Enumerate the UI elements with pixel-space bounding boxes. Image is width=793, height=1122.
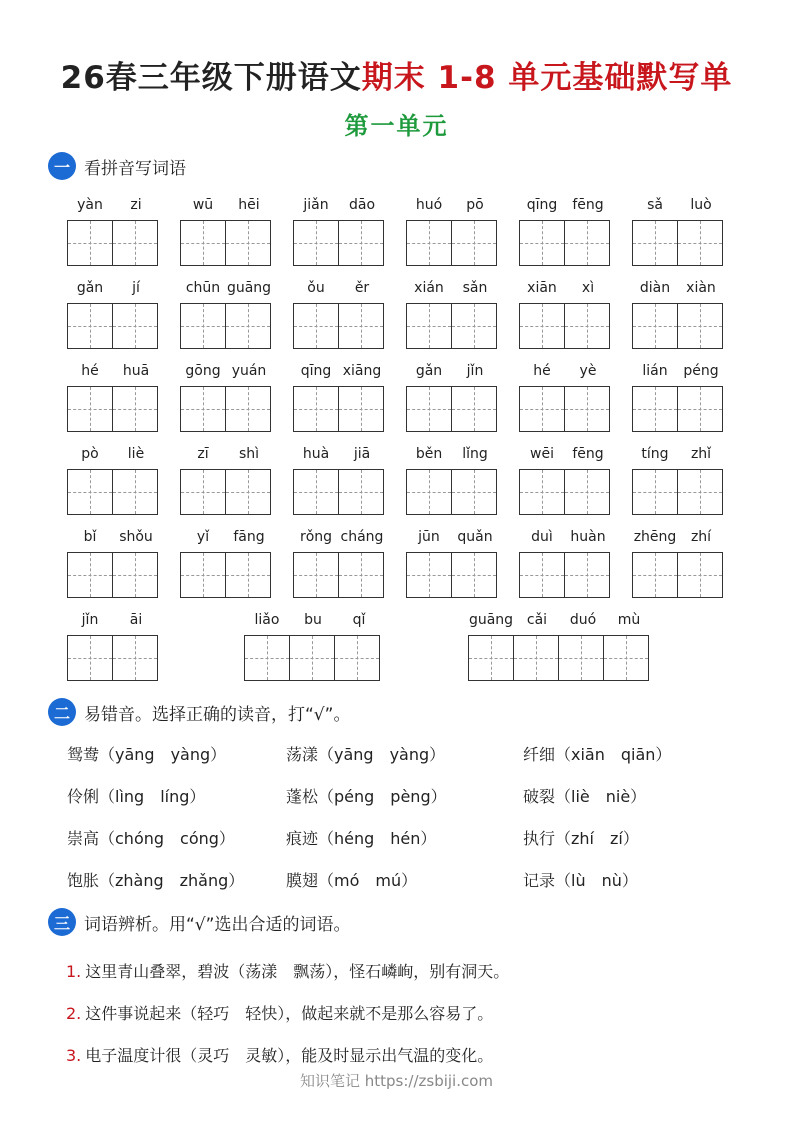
writing-boxes [406, 552, 497, 598]
writing-boxes [67, 220, 158, 266]
tianzige-box[interactable] [338, 552, 384, 598]
tianzige-box[interactable] [406, 303, 452, 349]
pinyin-syllable: xiāng [342, 363, 382, 379]
writing-boxes [632, 303, 723, 349]
tianzige-box[interactable] [225, 386, 271, 432]
pinyin-syllable: bǐ [83, 529, 97, 545]
tianzige-box[interactable] [180, 469, 226, 515]
pinyin-syllable: cháng [340, 529, 384, 545]
pinyin-syllable: zī [197, 446, 209, 462]
tianzige-box[interactable] [293, 220, 339, 266]
tianzige-box[interactable] [564, 220, 610, 266]
section-1-number-badge: 一 [48, 152, 76, 180]
pinyin-syllable: yuán [231, 363, 267, 379]
pinyin-syllable: pò [81, 446, 99, 462]
tianzige-box[interactable] [513, 635, 559, 681]
tianzige-box[interactable] [406, 552, 452, 598]
tianzige-box[interactable] [244, 635, 290, 681]
sentence-text: 这里青山叠翠，碧波（荡漾 飘荡），怪石嶙峋，别有洞天。 [85, 962, 510, 981]
pronunciation-item[interactable]: 痕迹（héng hén） [286, 829, 437, 848]
tianzige-box[interactable] [406, 386, 452, 432]
pinyin-syllable: pō [466, 197, 484, 213]
tianzige-box[interactable] [180, 386, 226, 432]
tianzige-box[interactable] [180, 303, 226, 349]
pinyin-syllable: ěr [354, 280, 370, 296]
tianzige-box[interactable] [67, 303, 113, 349]
pronunciation-item[interactable]: 蓬松（péng pèng） [286, 787, 447, 806]
pinyin-syllable: huā [122, 363, 150, 379]
pinyin-syllable: shì [238, 446, 260, 462]
pinyin-syllable: lián [642, 363, 668, 379]
tianzige-box[interactable] [112, 220, 158, 266]
tianzige-box[interactable] [225, 469, 271, 515]
tianzige-box[interactable] [112, 469, 158, 515]
tianzige-box[interactable] [334, 635, 380, 681]
writing-boxes [519, 220, 610, 266]
pinyin-syllable: wēi [530, 446, 554, 462]
tianzige-box[interactable] [112, 386, 158, 432]
tianzige-box[interactable] [180, 552, 226, 598]
pinyin-syllable: jiā [353, 446, 371, 462]
tianzige-box[interactable] [564, 303, 610, 349]
writing-boxes [519, 303, 610, 349]
sentence-item [66, 959, 509, 982]
tianzige-box[interactable] [519, 386, 565, 432]
writing-boxes [632, 220, 723, 266]
pinyin-syllable: péng [683, 363, 719, 379]
sentence-item [66, 1001, 493, 1024]
pinyin-syllable: xián [414, 280, 444, 296]
pinyin-syllable: qīng [300, 363, 332, 379]
tianzige-box[interactable] [289, 635, 335, 681]
tianzige-box[interactable] [112, 303, 158, 349]
writing-boxes [67, 552, 158, 598]
section-1-header [48, 151, 186, 181]
tianzige-box[interactable] [632, 469, 678, 515]
tianzige-box[interactable] [180, 220, 226, 266]
pinyin-syllable: yè [579, 363, 597, 379]
pinyin-syllable: hēi [238, 197, 260, 213]
writing-boxes [519, 386, 610, 432]
writing-boxes [519, 469, 610, 515]
writing-boxes [468, 635, 649, 681]
tianzige-box[interactable] [406, 220, 452, 266]
pinyin-syllable: gǎn [76, 280, 104, 296]
tianzige-box[interactable] [451, 220, 497, 266]
tianzige-box[interactable] [338, 220, 384, 266]
pinyin-syllable: bu [304, 612, 322, 628]
tianzige-box[interactable] [293, 469, 339, 515]
pinyin-syllable: luò [690, 197, 712, 213]
title-black: 26春三年级下册语文 [60, 60, 362, 96]
footer-watermark: 知识笔记 https://zsbiji.com [299, 1072, 494, 1090]
pinyin-syllable: jiǎn [303, 197, 329, 213]
pinyin-syllable: huó [415, 197, 443, 213]
tianzige-box[interactable] [632, 552, 678, 598]
pronunciation-item[interactable]: 崇高（chóng cóng） [67, 829, 235, 848]
tianzige-box[interactable] [677, 469, 723, 515]
pinyin-syllable: mù [617, 612, 641, 628]
tianzige-box[interactable] [519, 469, 565, 515]
writing-boxes [406, 220, 497, 266]
tianzige-box[interactable] [677, 386, 723, 432]
pinyin-syllable: shǒu [119, 529, 153, 545]
tianzige-box[interactable] [112, 635, 158, 681]
grid-row [0, 529, 793, 611]
writing-boxes [406, 303, 497, 349]
writing-boxes [632, 552, 723, 598]
pronunciation-item[interactable]: 伶俐（lìng líng） [67, 787, 206, 806]
tianzige-box[interactable] [451, 386, 497, 432]
title-red: 期末 1-8 单元基础默写单 [361, 60, 733, 96]
pronunciation-item[interactable]: 纤细（xiān qiān） [523, 745, 672, 764]
sentence-text: 这件事说起来（轻巧 轻快），做起来就不是那么容易了。 [85, 1004, 494, 1023]
pinyin-syllable: diàn [639, 280, 671, 296]
tianzige-box[interactable] [225, 552, 271, 598]
tianzige-box[interactable] [677, 220, 723, 266]
pronunciation-item[interactable]: 记录（lù nù） [523, 871, 638, 890]
sentence-number: 2. [66, 1004, 82, 1023]
pinyin-syllable: liǎo [254, 612, 280, 628]
pronunciation-item[interactable]: 破裂（liè niè） [523, 787, 647, 806]
tianzige-box[interactable] [225, 220, 271, 266]
tianzige-box[interactable] [67, 469, 113, 515]
tianzige-box[interactable] [338, 386, 384, 432]
tianzige-box[interactable] [451, 469, 497, 515]
tianzige-box[interactable] [293, 386, 339, 432]
pinyin-syllable: yàn [77, 197, 103, 213]
section-2-number-badge: 二 [48, 698, 76, 726]
pinyin-syllable: jǐn [81, 612, 99, 628]
tianzige-box[interactable] [338, 303, 384, 349]
tianzige-box[interactable] [564, 469, 610, 515]
sentence-number: 3. [66, 1046, 82, 1065]
pinyin-syllable: yǐ [196, 529, 210, 545]
tianzige-box[interactable] [519, 303, 565, 349]
tianzige-box[interactable] [67, 220, 113, 266]
writing-boxes [632, 386, 723, 432]
pinyin-syllable: guāng [226, 280, 272, 296]
tianzige-box[interactable] [632, 386, 678, 432]
writing-boxes [180, 552, 271, 598]
tianzige-box[interactable] [112, 552, 158, 598]
pinyin-syllable: fēng [572, 197, 604, 213]
section-1-title: 看拼音写词语 [84, 158, 186, 179]
pinyin-syllable: jí [132, 280, 140, 296]
pinyin-syllable: fāng [233, 529, 265, 545]
writing-boxes [293, 303, 384, 349]
tianzige-box[interactable] [225, 303, 271, 349]
writing-boxes [244, 635, 380, 681]
tianzige-box[interactable] [451, 552, 497, 598]
pinyin-syllable: rǒng [299, 529, 333, 545]
pinyin-syllable: zhēng [633, 529, 677, 545]
sentence-text: 电子温度计很（灵巧 灵敏），能及时显示出气温的变化。 [85, 1046, 494, 1065]
tianzige-box[interactable] [564, 552, 610, 598]
writing-boxes [180, 220, 271, 266]
pinyin-syllable: gǎn [415, 363, 443, 379]
tianzige-box[interactable] [67, 635, 113, 681]
pinyin-syllable: wū [192, 197, 214, 213]
pinyin-syllable: qǐ [352, 612, 366, 628]
tianzige-box[interactable] [519, 552, 565, 598]
pinyin-syllable: tíng [641, 446, 669, 462]
writing-boxes [67, 303, 158, 349]
grid-row [0, 280, 793, 362]
section-2-title: 易错音。选择正确的读音，打“√”。 [84, 704, 351, 725]
writing-boxes [293, 386, 384, 432]
pinyin-syllable: duì [531, 529, 553, 545]
writing-boxes [180, 303, 271, 349]
page-subtitle: 第一单元 [344, 112, 449, 140]
pinyin-syllable: xiān [527, 280, 557, 296]
pronunciation-item[interactable]: 鸳鸯（yāng yàng） [67, 745, 227, 764]
writing-boxes [67, 469, 158, 515]
grid-row [0, 197, 793, 279]
pinyin-syllable: zhí [690, 529, 712, 545]
pinyin-syllable: cǎi [526, 612, 548, 628]
writing-boxes [519, 552, 610, 598]
tianzige-box[interactable] [558, 635, 604, 681]
pronunciation-item[interactable]: 饱胀（zhàng zhǎng） [67, 871, 245, 890]
pinyin-syllable: qīng [526, 197, 558, 213]
writing-boxes [180, 386, 271, 432]
pinyin-syllable: chūn [185, 280, 221, 296]
tianzige-box[interactable] [677, 303, 723, 349]
grid-row [0, 446, 793, 528]
pinyin-syllable: xiàn [686, 280, 716, 296]
pinyin-syllable: jǐn [466, 363, 484, 379]
tianzige-box[interactable] [67, 552, 113, 598]
pinyin-syllable: lǐng [462, 446, 488, 462]
pinyin-syllable: jūn [418, 529, 440, 545]
pinyin-syllable: fēng [572, 446, 604, 462]
writing-boxes [406, 386, 497, 432]
section-2-header [48, 697, 350, 727]
writing-boxes [293, 469, 384, 515]
tianzige-box[interactable] [293, 552, 339, 598]
sentence-item [66, 1043, 493, 1066]
pinyin-syllable: duó [569, 612, 597, 628]
section-3-title: 词语辨析。用“√”选出合适的词语。 [84, 914, 351, 935]
pinyin-syllable: dāo [348, 197, 376, 213]
pinyin-syllable: gōng [185, 363, 221, 379]
tianzige-box[interactable] [603, 635, 649, 681]
sentence-number: 1. [66, 962, 82, 981]
tianzige-box[interactable] [519, 220, 565, 266]
pronunciation-item[interactable]: 荡漾（yāng yàng） [286, 745, 446, 764]
pinyin-syllable: hé [81, 363, 99, 379]
tianzige-box[interactable] [677, 552, 723, 598]
pinyin-syllable: guāng [468, 612, 514, 628]
pinyin-syllable: xì [581, 280, 595, 296]
tianzige-box[interactable] [632, 303, 678, 349]
tianzige-box[interactable] [293, 303, 339, 349]
pinyin-syllable: ǒu [307, 280, 325, 296]
tianzige-box[interactable] [67, 386, 113, 432]
writing-boxes [67, 386, 158, 432]
pinyin-syllable: huà [302, 446, 330, 462]
page-title [0, 52, 793, 97]
pronunciation-item[interactable]: 执行（zhí zí） [523, 829, 639, 848]
grid-row [0, 612, 793, 694]
tianzige-box[interactable] [451, 303, 497, 349]
tianzige-box[interactable] [564, 386, 610, 432]
section-3-number-badge: 三 [48, 908, 76, 936]
writing-boxes [632, 469, 723, 515]
writing-boxes [293, 220, 384, 266]
pinyin-syllable: liè [127, 446, 145, 462]
pinyin-syllable: zi [130, 197, 142, 213]
section-3-header [48, 907, 350, 937]
pronunciation-item[interactable]: 膜翅（mó mú） [286, 871, 418, 890]
tianzige-box[interactable] [468, 635, 514, 681]
pinyin-syllable: sǎn [462, 280, 488, 296]
writing-boxes [180, 469, 271, 515]
pinyin-syllable: quǎn [457, 529, 493, 545]
pinyin-syllable: běn [415, 446, 443, 462]
grid-row [0, 363, 793, 445]
pinyin-syllable: huàn [570, 529, 606, 545]
writing-boxes [67, 635, 158, 681]
pinyin-syllable: sǎ [647, 197, 663, 213]
tianzige-box[interactable] [406, 469, 452, 515]
pinyin-syllable: zhǐ [690, 446, 712, 462]
pinyin-syllable: āi [129, 612, 143, 628]
tianzige-box[interactable] [338, 469, 384, 515]
tianzige-box[interactable] [632, 220, 678, 266]
pinyin-syllable: hé [533, 363, 551, 379]
writing-boxes [406, 469, 497, 515]
writing-boxes [293, 552, 384, 598]
